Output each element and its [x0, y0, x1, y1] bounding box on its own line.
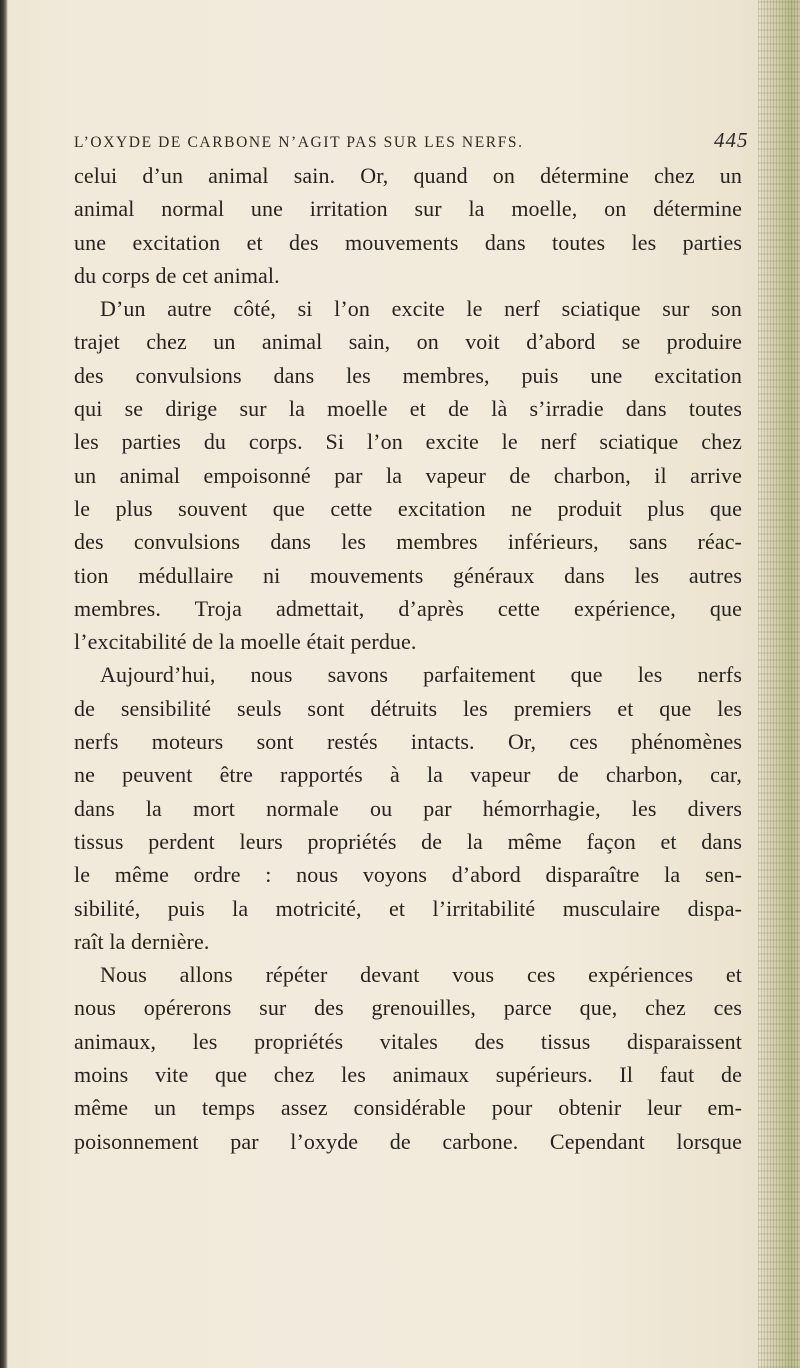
text-line: les parties du corps. Si l’on excite le nerf sciatique chez [74, 429, 742, 455]
text-line: nerfs moteurs sont restés intacts. Or, ces phénomènes [74, 729, 742, 755]
text-line: des convulsions dans les membres inférieurs, sans réac- [74, 529, 742, 555]
text-line: tissus perdent leurs propriétés de la même façon et dans [74, 828, 742, 854]
text-line: D’un autre côté, si l’on excite le nerf sciatique sur son [100, 296, 742, 322]
text-line: le même ordre : nous voyons d’abord disparaître la sen- [74, 862, 742, 888]
text-line: du corps de cet animal. [74, 262, 280, 288]
text-line: ne peuvent être rapportés à la vapeur de charbon, car, [74, 762, 742, 788]
text-line: trajet chez un animal sain, on voit d’abord se produire [74, 329, 742, 355]
text-line: le plus souvent que cette excitation ne produit plus que [74, 495, 742, 521]
text-line: membres. Troja admettait, d’après cette expérience, que [74, 595, 742, 621]
text-line: même un temps assez considérable pour obtenir leur em- [74, 1095, 742, 1121]
text-line: Aujourd’hui, nous savons parfaitement que les nerfs [100, 662, 742, 688]
text-line: des convulsions dans les membres, puis une excitation [74, 362, 742, 388]
text-line: raît la dernière. [74, 928, 210, 954]
running-header: L’OXYDE DE CARBONE N’AGIT PAS SUR LES NERFS. [74, 134, 524, 151]
text-line: celui d’un animal sain. Or, quand on détermine chez un [74, 163, 742, 188]
text-line: poisonnement par l’oxyde de carbone. Cependant lorsque [74, 1128, 742, 1154]
text-line: sibilité, puis la motricité, et l’irritabilité musculaire dispa- [74, 895, 742, 921]
text-line: l’excitabilité de la moelle était perdue. [74, 629, 417, 655]
text-line: dans la mort normale ou par hémorrhagie, les divers [74, 795, 742, 821]
text-line: un animal empoisonné par la vapeur de charbon, il arrive [74, 462, 742, 488]
text-line: nous opérerons sur des grenouilles, parce que, chez ces [74, 995, 742, 1021]
page-fore-edge [758, 0, 800, 1368]
text-line: animaux, les propriétés vitales des tissus disparaissent [74, 1028, 742, 1054]
text-line: une excitation et des mouvements dans toutes les parties [74, 229, 742, 255]
text-line: moins vite que chez les animaux supérieurs. Il faut de [74, 1062, 742, 1088]
text-line: Nous allons répéter devant vous ces expériences et [100, 962, 742, 988]
text-line: tion médullaire ni mouvements généraux dans les autres [74, 562, 742, 588]
page-gutter-edge [0, 0, 8, 1368]
body-text [74, 159, 742, 1158]
text-line: qui se dirige sur la moelle et de là s’irradie dans toutes [74, 396, 742, 422]
text-line: de sensibilité seuls sont détruits les premiers et que les [74, 695, 742, 721]
page-number: 445 [714, 128, 749, 152]
text-line: animal normal une irritation sur la moelle, on détermine [74, 196, 742, 222]
